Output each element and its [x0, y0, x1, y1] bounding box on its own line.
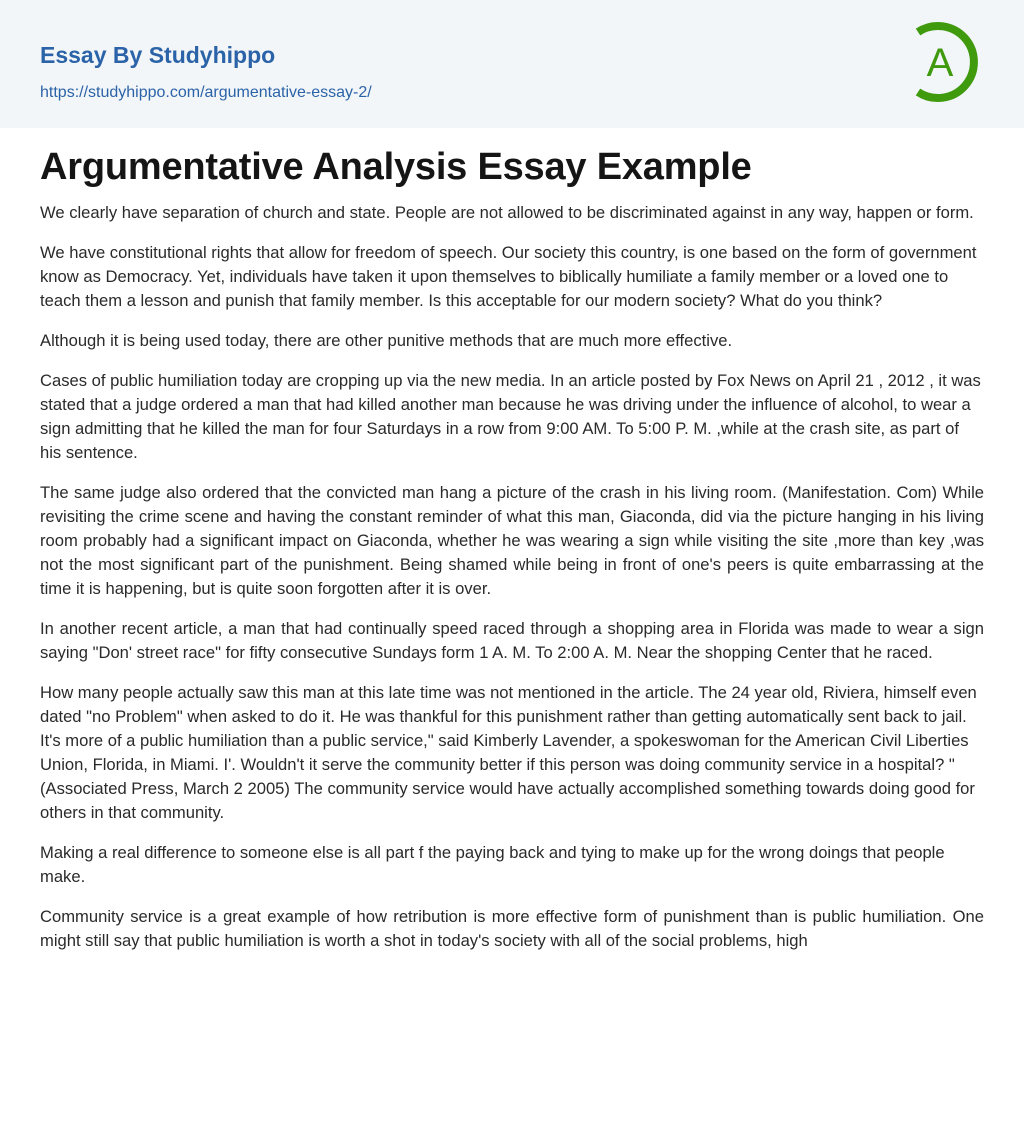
essay-paragraph: Cases of public humiliation today are cropping up via the new media. In an article posted by Fox News on April 21 , 2012 , it was stated that a judge ordered a man that had killed another man because he was driving under the influence of alcohol, to wear a sign admitting that he killed the man for four Saturdays in a row from 9:00 AM. To 5:00 P. M. ,while at the crash site, as part of his sentence. [40, 371, 981, 462]
svg-text:A: A [926, 41, 954, 85]
essay-paragraph: Although it is being used today, there are other punitive methods that are much more effective. [40, 331, 733, 350]
site-header [0, 0, 1024, 128]
essay-paragraph: The same judge also ordered that the convicted man hang a picture of the crash in his living room. (Manifestation. Com) While revisiting the crime scene and having the constant reminder of what this man, Giaconda, did via the picture hanging in his living room probably had a significant impact on Giaconda, whether he was wearing a sign while visiting the site ,more than key ,was not the most significant part of the punishment. Being shamed while being in front of one's peers is quite embarrassing at the time it is happening, but is quite soon forgotten after it is over. [40, 483, 984, 598]
essay-url-link[interactable]: https://studyhippo.com/argumentative-essay-2/ [40, 84, 372, 101]
studyhippo-logo-icon[interactable] [910, 18, 988, 106]
essay-paragraph: Making a real difference to someone else is all part f the paying back and tying to make up for the wrong doings that people make. [40, 843, 945, 886]
essay-paragraph: We have constitutional rights that allow for freedom of speech. Our society this country, is one based on the form of government know as Democracy. Yet, individuals have taken it upon themselves to biblically humiliate a family member or a loved one to teach them a lesson and punish that family member. Is this acceptable for our modern society? What do you think? [40, 243, 977, 310]
essay-paragraph: In another recent article, a man that had continually speed raced through a shopping area in Florida was made to wear a sign saying "Don' street race" for fifty consecutive Sundays form 1 A. M. To 2:00 A. M. Near the shopping Center that he raced. [40, 619, 984, 662]
essay-body [40, 201, 984, 969]
essay-paragraph: Community service is a great example of how retribution is more effective form of punishment than is public humiliation. One might still say that public humiliation is worth a shot in today's society with all of the social problems, high [40, 907, 984, 950]
essay-paragraph: How many people actually saw this man at this late time was not mentioned in the article. The 24 year old, Riviera, himself even dated "no Problem" when asked to do it. He was thankful for this punishment rather than getting automatically sent back to jail. It's more of a public humiliation than a public service," said Kimberly Lavender, a spokeswoman for the American Civil Liberties Union, Florida, in Miami. I'. Wouldn't it serve the community better if this person was doing community service in a hospital? " (Associated Press, March 2 2005) The community service would have actually accomplished something towards doing good for others in that community. [40, 683, 977, 822]
brand-title: Essay By Studyhippo [40, 42, 276, 68]
essay-paragraph: We clearly have separation of church and state. People are not allowed to be discriminated against in any way, happen or form. [40, 203, 974, 222]
page-title: Argumentative Analysis Essay Example [40, 146, 752, 188]
